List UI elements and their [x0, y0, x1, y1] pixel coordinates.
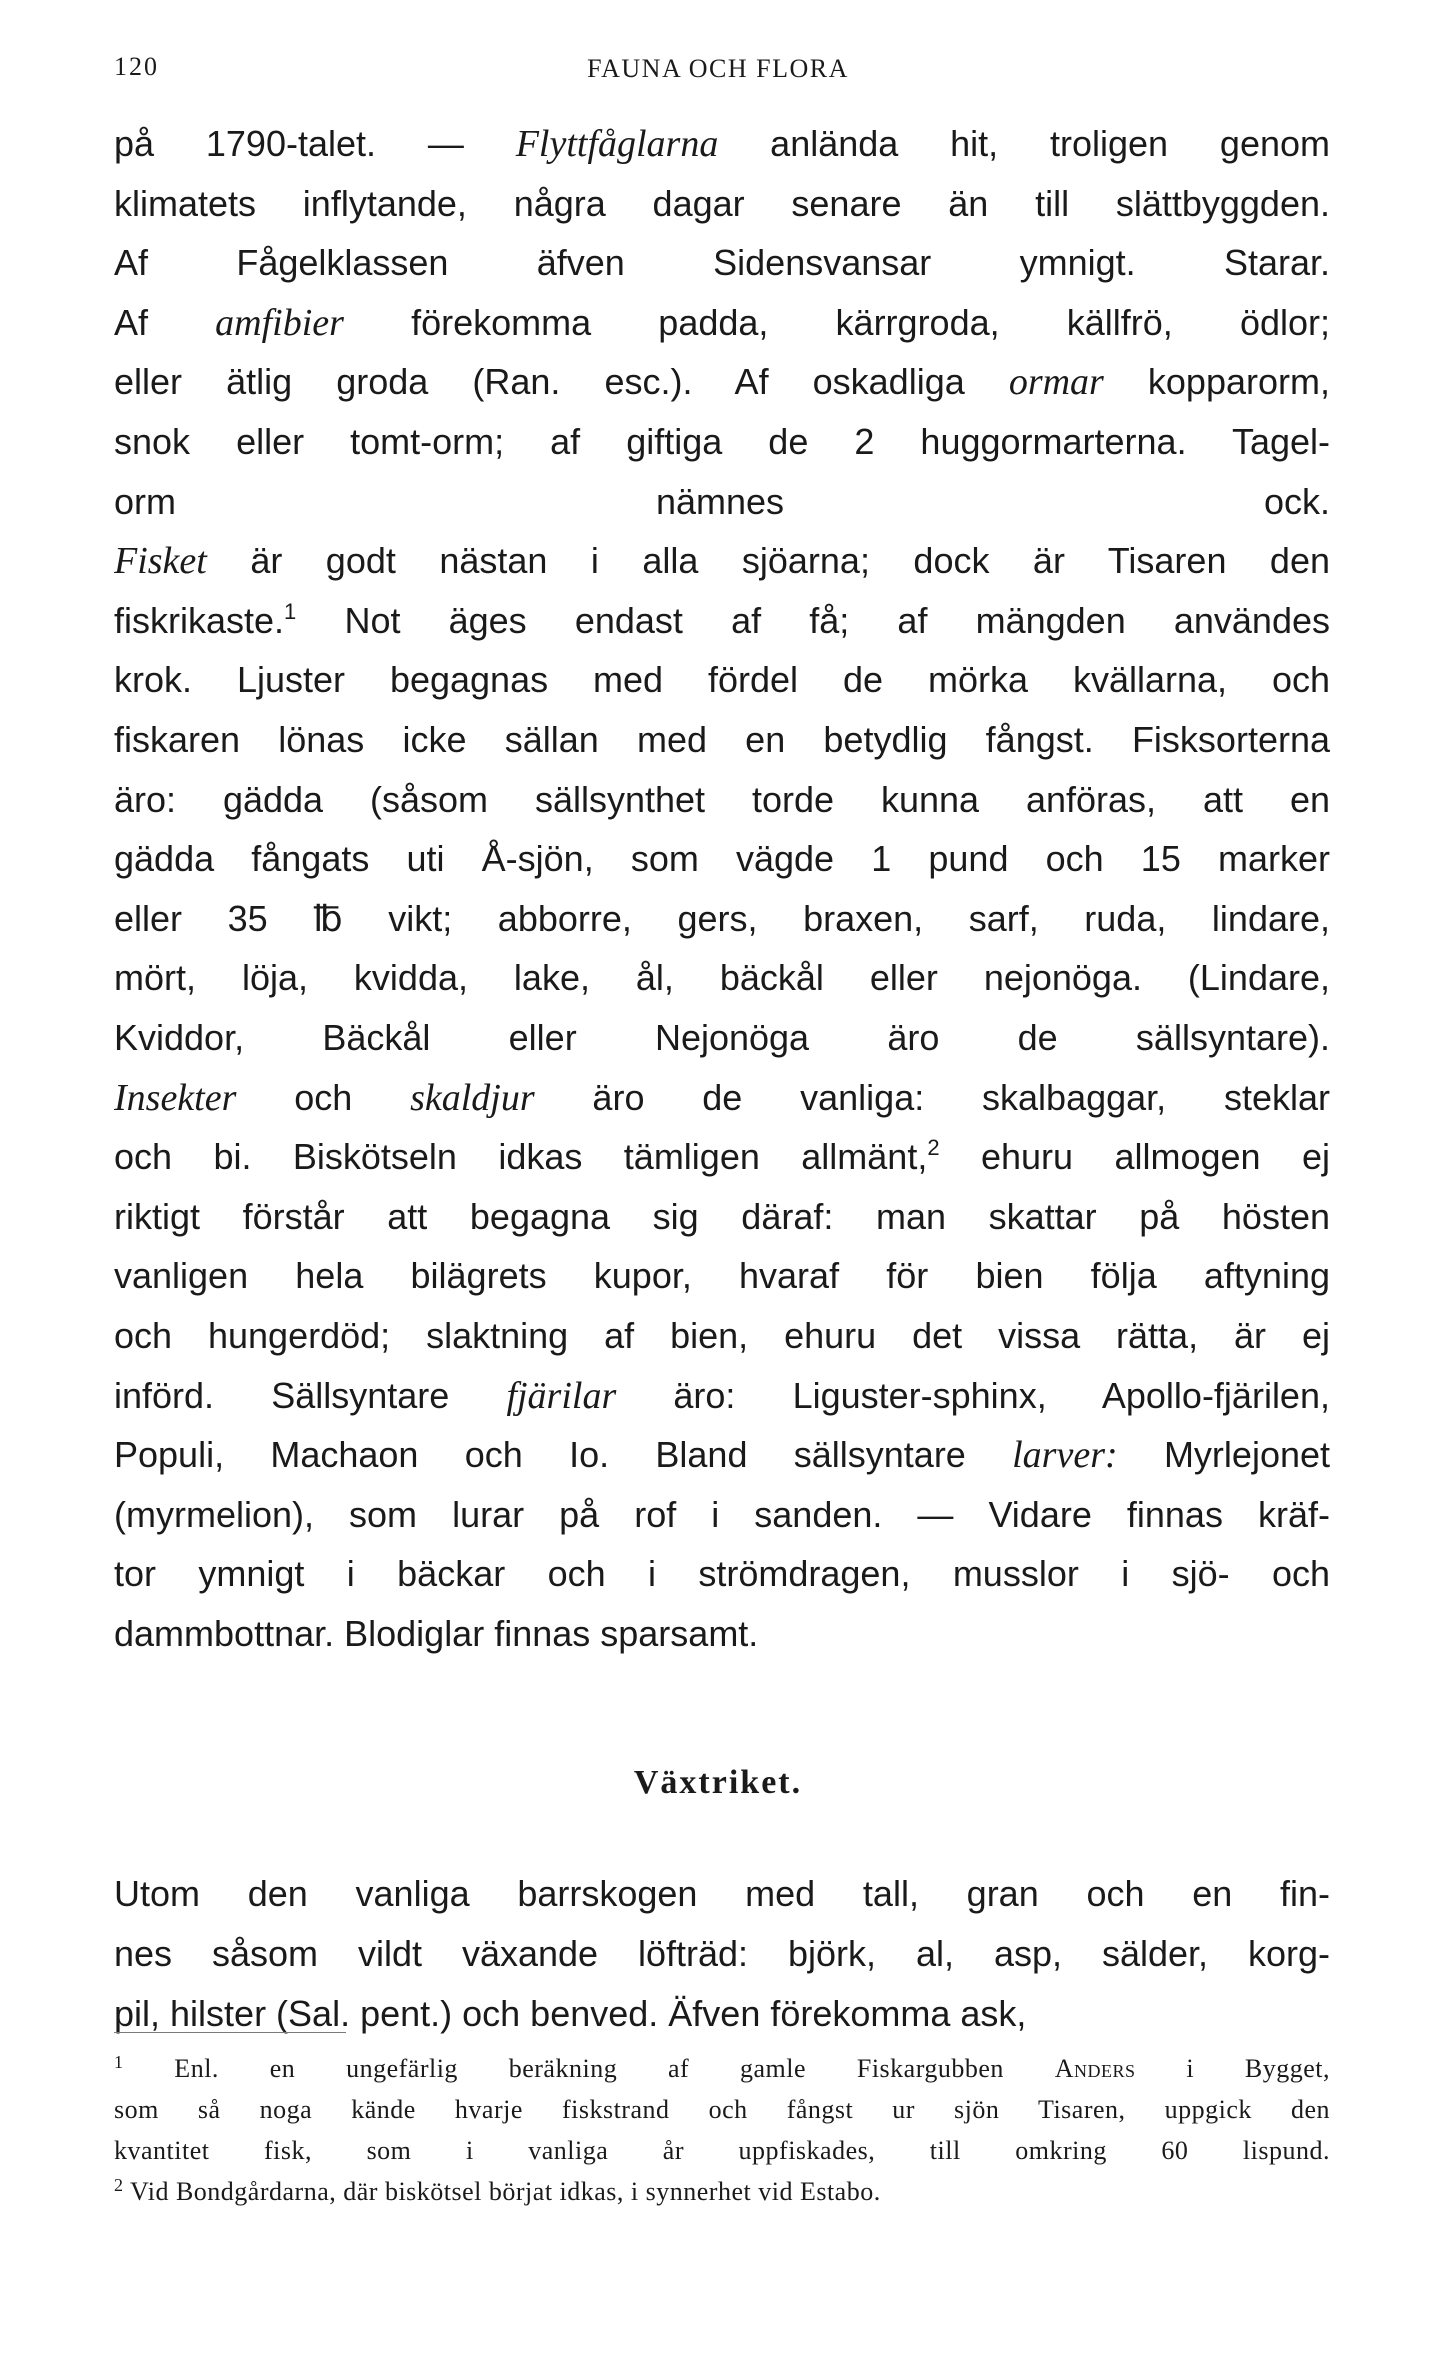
text-run: snok eller tomt-orm; af giftiga de 2 huggormarterna. Tagel- — [114, 421, 1330, 462]
italic-term: ormar — [1008, 361, 1104, 404]
fauna-line — [114, 122, 1330, 166]
fauna-line — [114, 1254, 1330, 1298]
text-run: fiskaren lönas icke sällan med en betydlig fångst. Fisksorterna — [114, 719, 1330, 760]
fauna-line — [114, 480, 1330, 524]
footnote-marker: 1 — [114, 2052, 124, 2072]
text-run: Af Fågelklassen äfven Sidensvansar ymnigt. Starar. — [114, 242, 1330, 284]
text-run: krok. Ljuster begagnas med fördel de mörka kvällarna, och — [114, 659, 1330, 701]
running-head: FAUNA OCH FLORA — [587, 54, 849, 83]
text-run: äro: Liguster-sphinx, Apollo-fjärilen, — [616, 1374, 1330, 1416]
text-run: mört, löja, kvidda, lake, ål, bäckål eller nejonöga. (Lindare, — [114, 957, 1330, 999]
text-run: införd. Sällsyntare — [114, 1374, 507, 1416]
text-run: (myrmelion), som lurar på rof i sanden. — Vidare finnas kräf- — [114, 1493, 1330, 1535]
italic-term: larver: — [1012, 1434, 1118, 1477]
flora-line — [114, 1872, 1330, 1916]
text-run: klimatets inflytande, några dagar senare än till slättbyggden. — [114, 182, 1330, 224]
text-run: äro: gädda (såsom sällsynthet torde kunna anföras, att en — [114, 778, 1330, 820]
text-run: Kviddor, Bäckål eller Nejonöga äro de sällsyntare). — [114, 1017, 1330, 1058]
text-run: och — [236, 1076, 411, 1118]
text-run: anlända hit, troligen genom — [718, 123, 1330, 164]
italic-term: Fisket — [114, 540, 207, 583]
text-run: eller 35 ℔ vikt; abborre, gers, braxen, sarf, ruda, lindare, — [114, 897, 1330, 939]
text-run: eller ätlig groda (Ran. esc.). Af oskadliga — [114, 361, 1009, 403]
italic-term: Insekter — [114, 1076, 237, 1119]
fauna-line — [114, 241, 1330, 285]
footnote-marker: 2 — [114, 2175, 124, 2195]
text-run: gädda fångats uti Å-sjön, som vägde 1 pund och 15 marker — [114, 838, 1330, 880]
italic-term: amfibier — [215, 301, 344, 344]
fauna-line — [114, 956, 1330, 1000]
fauna-line — [114, 420, 1330, 464]
text-run: vanligen hela bilägrets kupor, hvaraf för bien följa aftyning — [114, 1255, 1330, 1297]
fauna-line — [114, 1433, 1330, 1477]
fauna-line — [114, 1612, 1330, 1656]
fauna-line — [114, 1076, 1330, 1120]
text-run: kvantitet fisk, som i vanliga år uppfiskades, till omkring 60 lispund. — [114, 2136, 1330, 2165]
fauna-line — [114, 718, 1330, 762]
fauna-line — [114, 1016, 1330, 1060]
text-run: Utom den vanliga barrskogen med tall, gran och en fin- — [114, 1873, 1330, 1914]
footnote-line — [114, 2134, 1330, 2168]
text-run: orm nämnes ock. — [114, 480, 1330, 522]
fauna-line — [114, 301, 1330, 345]
page-number: 120 — [114, 52, 159, 81]
flora-line — [114, 1932, 1330, 1976]
text-run: riktigt förstår att begagna sig däraf: man skattar på hösten — [114, 1195, 1330, 1237]
text-run: som så noga kände hvarje fiskstrand och fångst ur sjön Tisaren, uppgick den — [114, 2095, 1330, 2124]
text-run: Myrlejonet — [1117, 1434, 1330, 1476]
footnote-rule — [114, 2032, 346, 2033]
fauna-line — [114, 897, 1330, 941]
text-run: Not äges endast af få; af mängden användes — [296, 599, 1330, 641]
name-small-caps: Anders — [1054, 2054, 1136, 2083]
fauna-line — [114, 360, 1330, 404]
flora-line — [114, 1992, 1330, 2036]
fauna-line — [114, 1374, 1330, 1418]
fauna-line — [114, 1195, 1330, 1239]
text-run: Populi, Machaon och Io. Bland sällsyntare — [114, 1434, 1013, 1476]
fauna-line — [114, 658, 1330, 702]
text-run: kopparorm, — [1103, 361, 1330, 403]
fauna-line — [114, 1314, 1330, 1358]
text-run: och hungerdöd; slaktning af bien, ehuru det vissa rätta, är ej — [114, 1315, 1330, 1356]
text-run: äro de vanliga: skalbaggar, steklar — [534, 1076, 1330, 1118]
text-run: Enl. en ungefärlig beräkning af gamle Fiskargubben — [123, 2054, 1055, 2083]
italic-term: fjärilar — [506, 1374, 617, 1417]
text-run: i Bygget, — [1135, 2054, 1330, 2083]
footnote-line — [114, 2093, 1330, 2127]
text-run: nes såsom vildt växande löfträd: björk, al, asp, sälder, korg- — [114, 1933, 1330, 1974]
text-run: är godt nästan i alla sjöarna; dock är Tisaren den — [206, 540, 1330, 582]
text-run: Af — [114, 301, 216, 343]
text-run: tor ymnigt i bäckar och i strömdragen, musslor i sjö- och — [114, 1553, 1330, 1595]
fauna-line — [114, 778, 1330, 822]
fauna-line — [114, 182, 1330, 226]
fauna-line — [114, 539, 1330, 583]
section-heading: Växtriket. — [633, 1764, 803, 1801]
text-run: och bi. Biskötseln idkas tämligen allmänt, — [114, 1136, 928, 1178]
text-run: fiskrikaste. — [114, 599, 285, 641]
fauna-line — [114, 1493, 1330, 1537]
fauna-line — [114, 837, 1330, 881]
italic-term: skaldjur — [410, 1076, 535, 1119]
text-run: Vid Bondgårdarna, där biskötsel börjat idkas, i synnerhet vid Estabo. — [123, 2177, 881, 2206]
text-run: pil, hilster (Sal. pent.) och benved. Äfven förekomma ask, — [114, 1993, 1027, 2034]
italic-term: Flyttfåglarna — [515, 123, 719, 165]
footnote-reference: 1 — [284, 598, 297, 624]
footnote-line — [114, 2175, 1330, 2209]
text-run: förekomma padda, kärrgroda, källfrö, ödlor; — [343, 301, 1330, 343]
footnote-reference: 2 — [927, 1135, 940, 1161]
fauna-line — [114, 599, 1330, 643]
text-run: dammbottnar. Blodiglar finnas sparsamt. — [114, 1613, 759, 1654]
fauna-line — [114, 1135, 1330, 1179]
text-run: på 1790-talet. — — [114, 123, 516, 164]
fauna-line — [114, 1552, 1330, 1596]
text-run: ehuru allmogen ej — [939, 1136, 1330, 1178]
footnote-line — [114, 2052, 1330, 2086]
